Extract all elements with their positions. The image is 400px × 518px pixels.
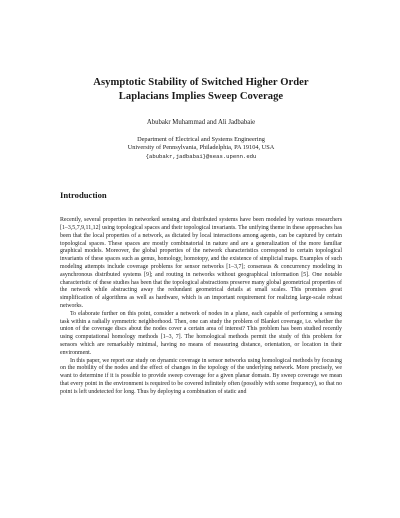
section-body — [60, 217, 342, 396]
affiliation-department: Department of Electrical and Systems Engineering — [137, 136, 265, 143]
paragraph-1: Recently, several properties in networked sensing and distributed systems have been modeled by various researchers [1–3,5,7,9,11,12] using topological spaces and their topological invariants. The unifying theme in these approaches has been that the local properties of a network, as dictated by local interactions among agents, can be captured by certain topological spaces. These spaces are mostly combinatorial in nature and are a generalization of the more familiar graphical models. Moreover, the global properties of the network characteristics correspond to certain topological invariants of these spaces such as genus, homology, homotopy, and the existence of simplicial maps. Examples of such modeling attempts include coverage problems for sensor networks [1–3,7]; consensus & concurrency modeling in asynchronous distributed systems [9]; and routing in networks without geographical information [5]. One notable characteristic of these studies has been that the topological abstractions preserve many global geometrical properties of the network while abstracting away the redundant geometrical details at small scales. This promises great simplification of algorithms as well as hardware, which is an important requirement for realizing large-scale robust networks. — [60, 217, 342, 309]
affiliation-university: University of Pennsylvania, Philadelphia, PA 19104, USA — [127, 144, 275, 152]
section-heading-introduction: Introduction — [60, 190, 107, 201]
title-line-2: Laplacians Implies Sweep Coverage — [118, 91, 284, 102]
affiliation — [60, 136, 342, 161]
author-email: {abubakr,jadbabai}@seas.upenn.edu — [145, 152, 257, 160]
title-line-1: Asymptotic Stability of Switched Higher Order — [93, 77, 309, 88]
author-list: Abubakr Muhammad and Ali Jadbabaie — [146, 119, 256, 126]
paragraph-3: In this paper, we report our study on dynamic coverage in sensor networks using homological methods by focusing on the mobility of the nodes and the effect of changes in the topology of the underlying network. More precisely, we want to determine if it is possible to provide sweep coverage for a given planar domain. By sweep coverage we mean that every point in the environment is required to be covered infinitely often (possibly with some frequency), so that no point is left undetected for long. Thus by deploying a combination of static and — [60, 357, 342, 395]
paper-title — [60, 0, 342, 104]
paragraph-2: To elaborate further on this point, consider a network of nodes in a plane, each capable of performing a sensing task within a radially symmetric neighborhood. Then, one can study the problem of Blanket coverage, i.e. whether the union of the coverage discs about the nodes cover a certain area of interest? This problem has been studied recently using computational homology methods [1–3, 7]. The homological methods permit the study of this problem for sensors which are remarkably minimal, having no means of measuring distance, orientation, or location in their environment. — [60, 310, 342, 356]
